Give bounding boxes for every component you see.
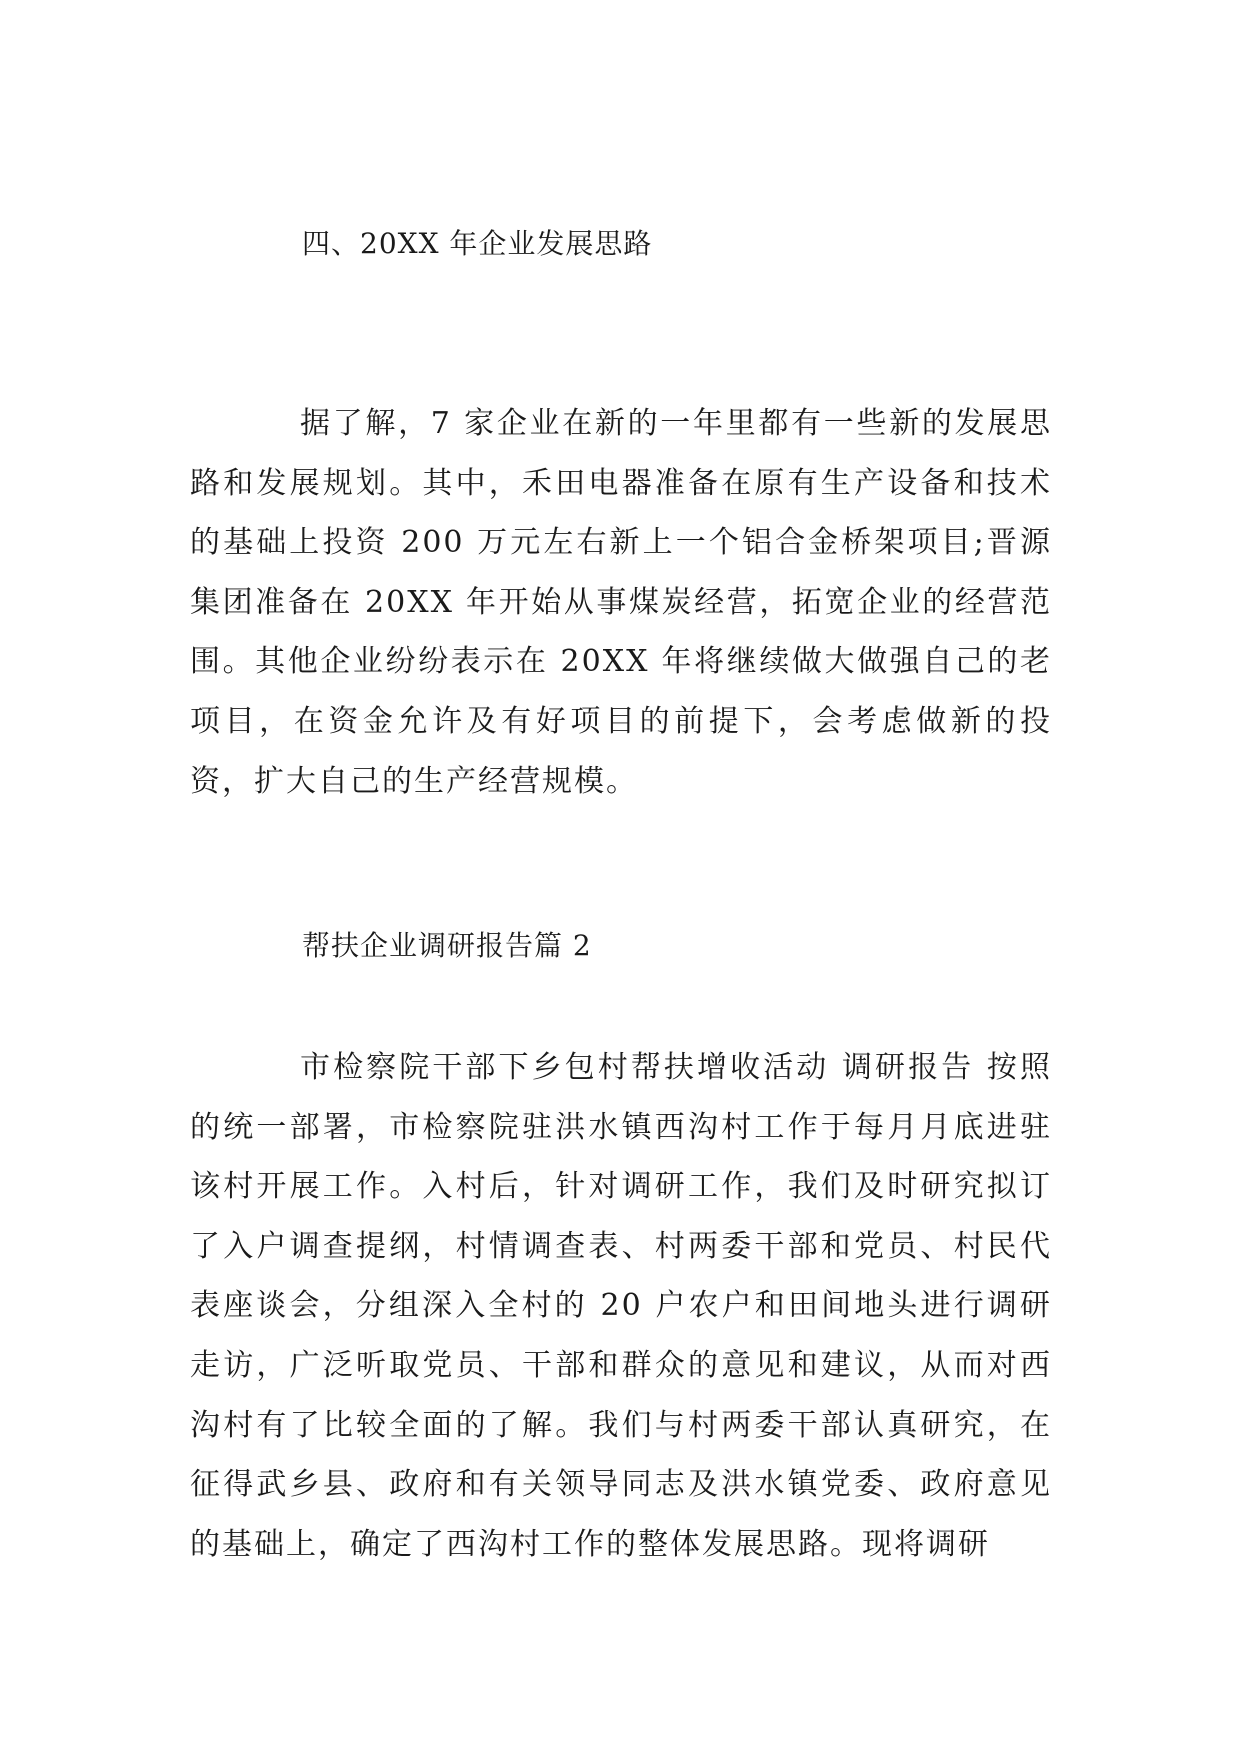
section-heading: 四、20XX 年企业发展思路: [302, 227, 653, 260]
paragraph-village-survey: 市检察院干部下乡包村帮扶增收活动 调研报告 按照的统一部署，市检察院驻洪水镇西沟村工作于每月月底进驻该村开展工作。入村后，针对调研工作，我们及时研究拟订了入户调查提纲，村情调查表、村两委干部和党员、村民代表座谈会，分组深入全村的 20 户农户和田间地头进行调研走访，广泛听取党员、干部和群众的意见和建议，从而对西沟村有了比较全面的了解。我们与村两委干部认真研究，在征得武乡县、政府和有关领导同志及洪水镇党委、政府意见的基础上，确定了西沟村工作的整体发展思路。现将调研: [190, 1050, 1052, 1562]
paragraph-enterprise-plans: 据了解，7 家企业在新的一年里都有一些新的发展思路和发展规划。其中，禾田电器准备在原有生产设备和技术的基础上投资 200 万元左右新上一个铝合金桥架项目;晋源集团准备在 20XX 年开始从事煤炭经营，拓宽企业的经营范围。其他企业纷纷表示在 20XX 年将继续做大做强自己的老项目，在资金允许及有好项目的前提下，会考虑做新的投资，扩大自己的生产经营规模。: [190, 406, 1052, 799]
report-title: 帮扶企业调研报告篇 2: [302, 929, 592, 962]
